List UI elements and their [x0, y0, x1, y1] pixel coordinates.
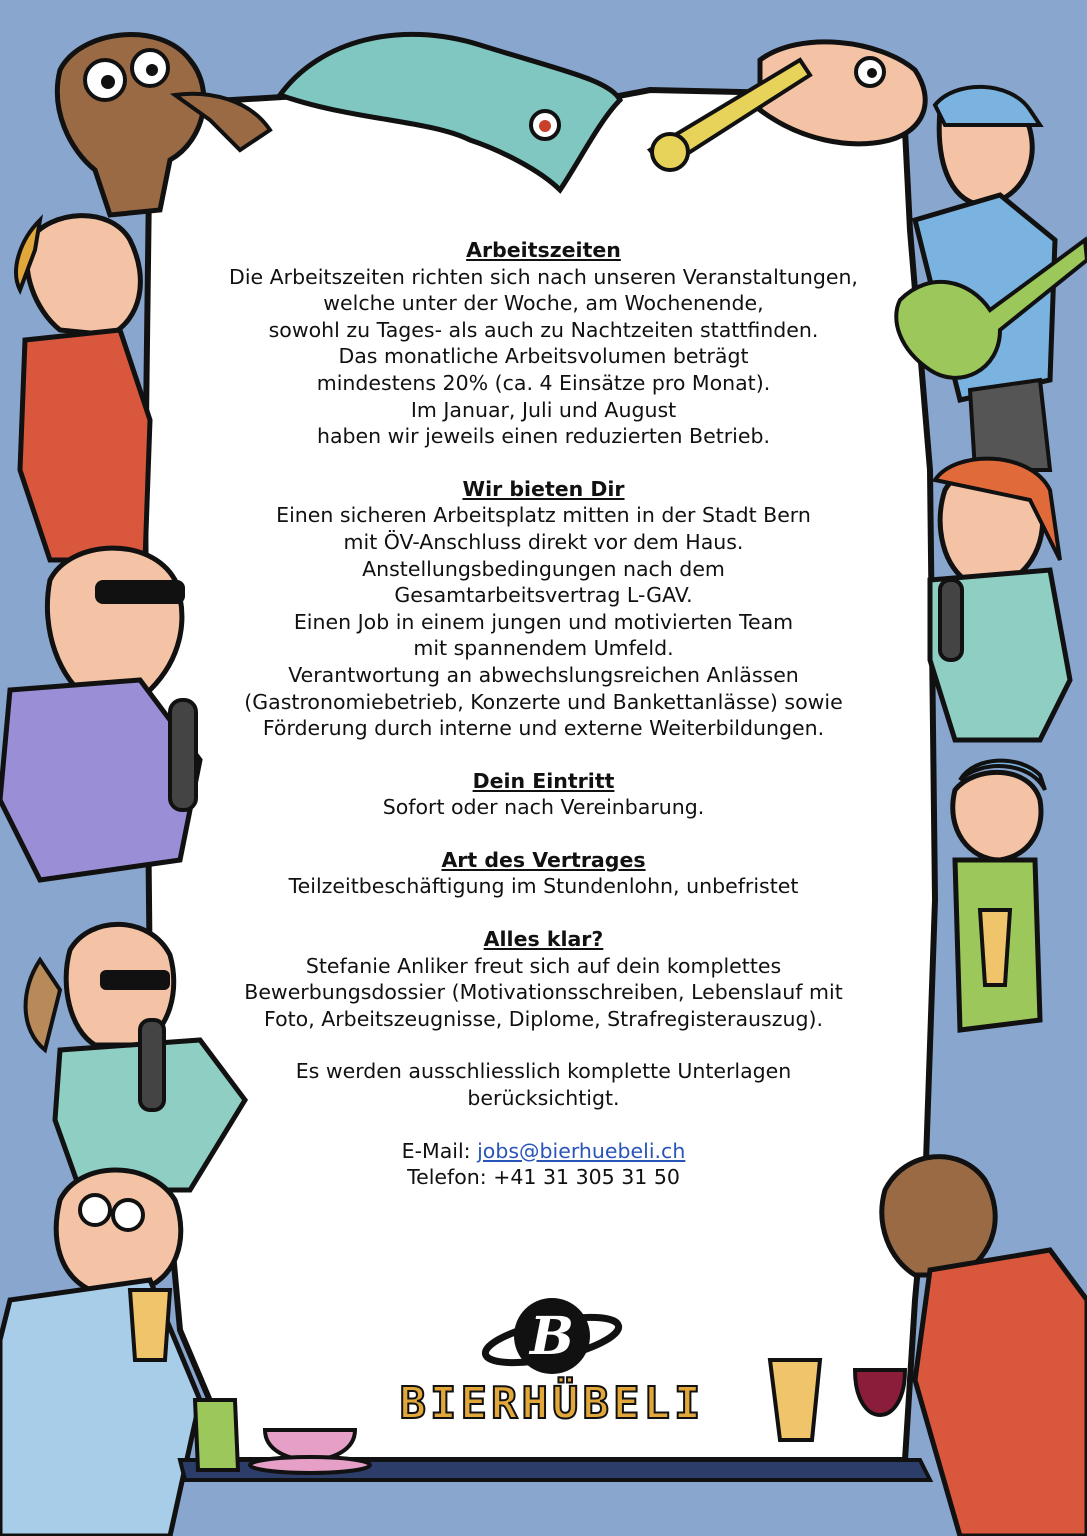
section-wir-bieten-dir: [190, 476, 897, 742]
text-line: mindestens 20% (ca. 4 Einsätze pro Monat).: [316, 370, 771, 395]
text-line: berücksichtigt.: [467, 1086, 620, 1111]
section-arbeitszeiten: [190, 237, 897, 450]
job-ad-text: [190, 237, 897, 1191]
section-art-des-vertrages: [190, 847, 897, 900]
bald-singer-illustration: [0, 548, 200, 880]
section-heading: Art des Vertrages: [441, 847, 646, 872]
text-line: sowohl zu Tages- als auch zu Nachtzeiten stattfinden.: [268, 317, 819, 342]
text-line: Im Januar, Juli und August: [410, 397, 677, 422]
section-heading: Wir bieten Dir: [462, 476, 625, 501]
text-line: Einen sicheren Arbeitsplatz mitten in der Stadt Bern: [276, 503, 811, 528]
beer-drinker-illustration: [0, 1170, 200, 1536]
text-line: Sofort oder nach Vereinbarung.: [382, 795, 705, 820]
email-line: [190, 1138, 897, 1165]
text-line: mit spannendem Umfeld.: [413, 636, 674, 661]
text-line: Teilzeitbeschäftigung im Stundenlohn, unbefristet: [288, 874, 799, 899]
phone-label: Telefon:: [407, 1165, 494, 1190]
contact-block: [190, 1138, 897, 1191]
text-line: welche unter der Woche, am Wochenende,: [323, 291, 764, 316]
section-heading: Arbeitszeiten: [466, 238, 621, 262]
bierhuebeli-logo: [372, 1292, 732, 1442]
text-line: Es werden ausschliesslich komplette Unterlagen: [295, 1059, 792, 1084]
logo-wordmark: BIERHÜBELI: [399, 1378, 705, 1429]
woman-with-microphone-illustration: [930, 459, 1070, 740]
completeness-note: [190, 1058, 897, 1111]
phone-number: +41 31 305 31 50: [493, 1165, 680, 1190]
text-line: Das monatliche Arbeitsvolumen beträgt: [338, 344, 749, 369]
logo-emblem-icon: [372, 1292, 732, 1382]
woman-red-dress-illustration: [16, 216, 150, 560]
text-line: Foto, Arbeitszeugnisse, Diplome, Strafregisterauszug).: [264, 1006, 823, 1031]
email-link[interactable]: jobs@bierhuebeli.ch: [477, 1138, 686, 1163]
phone-line: [190, 1164, 897, 1191]
text-line: Bewerbungsdossier (Motivationsschreiben, Lebenslauf mit: [244, 980, 843, 1005]
punk-with-beer-illustration: [953, 761, 1045, 1030]
text-line: mit ÖV-Anschluss direkt vor dem Haus.: [343, 529, 744, 554]
text-line: Gesamtarbeitsvertrag L-GAV.: [394, 583, 693, 608]
text-line: Einen Job in einem jungen und motivierten Team: [293, 609, 794, 634]
text-line: Verantwortung an abwechslungsreichen Anlässen: [288, 662, 799, 687]
text-line: Förderung durch interne und externe Weiterbildungen.: [262, 716, 825, 741]
email-label: E-Mail:: [401, 1138, 478, 1163]
section-dein-eintritt: [190, 768, 897, 821]
text-line: Stefanie Anliker freut sich auf dein komplettes: [305, 953, 782, 978]
logo-letter: B: [530, 1306, 574, 1367]
text-line: Die Arbeitszeiten richten sich nach unseren Veranstaltungen,: [229, 264, 858, 289]
section-heading: Alles klar?: [483, 927, 604, 952]
text-line: Anstellungsbedingungen nach dem: [362, 556, 725, 581]
text-line: (Gastronomiebetrieb, Konzerte und Bankettanlässe) sowie: [244, 689, 843, 714]
section-heading: Dein Eintritt: [472, 768, 615, 793]
section-alles-klar: [190, 926, 897, 1032]
text-line: haben wir jeweils einen reduzierten Betrieb.: [316, 424, 771, 449]
